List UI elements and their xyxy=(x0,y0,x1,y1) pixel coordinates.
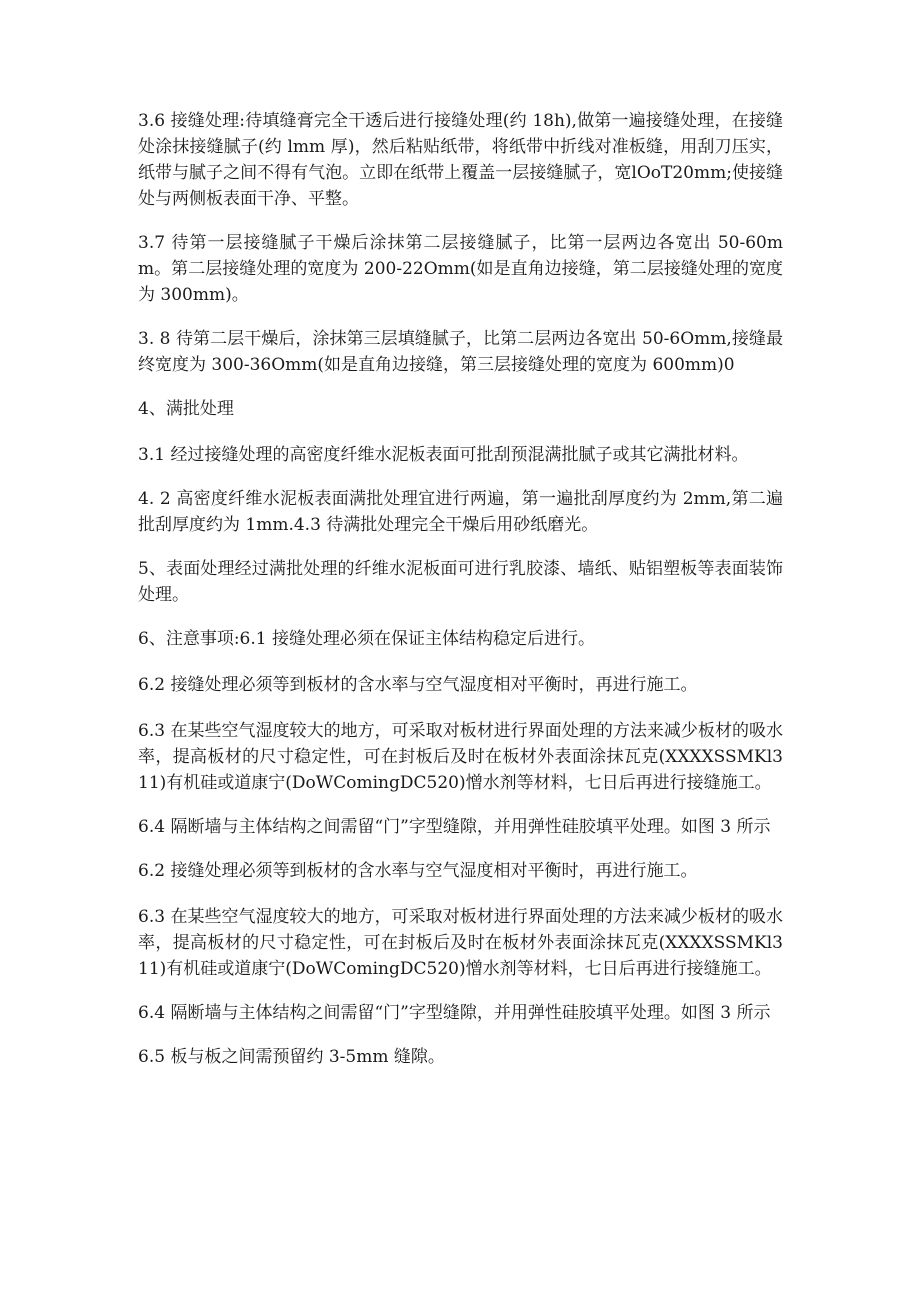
paragraph-5: 5、表面处理经过满批处理的纤维水泥板面可进行乳胶漆、墙纸、贴铝塑板等表面装饰处理。 xyxy=(138,559,783,605)
paragraph-3-1: 3.1 经过接缝处理的高密度纤维水泥板表面可批刮预混满批腻子或其它满批材料。 xyxy=(138,445,749,465)
paragraph-6-3: 6.3 在某些空气湿度较大的地方，可采取对板材进行界面处理的方法来减少板材的吸水率，提高板材的尺寸稳定性，可在封板后及时在板材外表面涂抹瓦克(XXXXSSMKl311)有机硅或道康宁(DoWComingDC520)憎水剂等材料，七日后再进行接缝施工。 xyxy=(138,721,783,793)
document-body xyxy=(138,108,783,1090)
paragraph-3-8: 3. 8 待第二层干燥后，涂抹第三层填缝腻子，比第二层两边各宽出 50-6Omm,接缝最终宽度为 300-36Omm(如是直角边接缝，第三层接缝处理的宽度为 600mm)0 xyxy=(138,329,783,375)
paragraph-6-3-repeat: 6.3 在某些空气湿度较大的地方，可采取对板材进行界面处理的方法来减少板材的吸水率，提高板材的尺寸稳定性，可在封板后及时在板材外表面涂抹瓦克(XXXXSSMKl311)有机硅或道康宁(DoWComingDC520)憎水剂等材料，七日后再进行接缝施工。 xyxy=(138,907,783,979)
paragraph-3-7: 3.7 待第一层接缝腻子干燥后涂抹第二层接缝腻子，比第一层两边各宽出 50-60mm。第二层接缝处理的宽度为 200-22Omm(如是直角边接缝，第二层接缝处理的宽度为 300mm)。 xyxy=(138,233,783,305)
paragraph-4-2: 4. 2 高密度纤维水泥板表面满批处理宜进行两遍，第一遍批刮厚度约为 2mm,第二遍批刮厚度约为 1mm.4.3 待满批处理完全干燥后用砂纸磨光。 xyxy=(138,489,783,535)
paragraph-6-4: 6.4 隔断墙与主体结构之间需留“门”字型缝隙，并用弹性硅胶填平处理。如图 3 所示 xyxy=(138,817,771,837)
paragraph-6-4-repeat: 6.4 隔断墙与主体结构之间需留“门”字型缝隙，并用弹性硅胶填平处理。如图 3 所示 xyxy=(138,1003,771,1023)
paragraph-6-2: 6.2 接缝处理必须等到板材的含水率与空气湿度相对平衡时，再进行施工。 xyxy=(138,675,698,695)
paragraph-6-5: 6.5 板与板之间需预留约 3-5mm 缝隙。 xyxy=(138,1047,445,1067)
paragraph-6-1: 6、注意事项:6.1 接缝处理必须在保证主体结构稳定后进行。 xyxy=(138,629,595,649)
paragraph-3-6: 3.6 接缝处理:待填缝膏完全干透后进行接缝处理(约 18h),做第一遍接缝处理，在接缝处涂抹接缝腻子(约 lmm 厚)，然后粘贴纸带，将纸带中折线对准板缝，用刮刀压实，纸带与腻子之间不得有气泡。立即在纸带上覆盖一层接缝腻子，宽lOoT20mm;使接缝处与两侧板表面干净、平整。 xyxy=(138,111,783,209)
paragraph-6-2-repeat: 6.2 接缝处理必须等到板材的含水率与空气湿度相对平衡时，再进行施工。 xyxy=(138,861,698,881)
section-heading-4: 4、满批处理 xyxy=(138,399,234,419)
